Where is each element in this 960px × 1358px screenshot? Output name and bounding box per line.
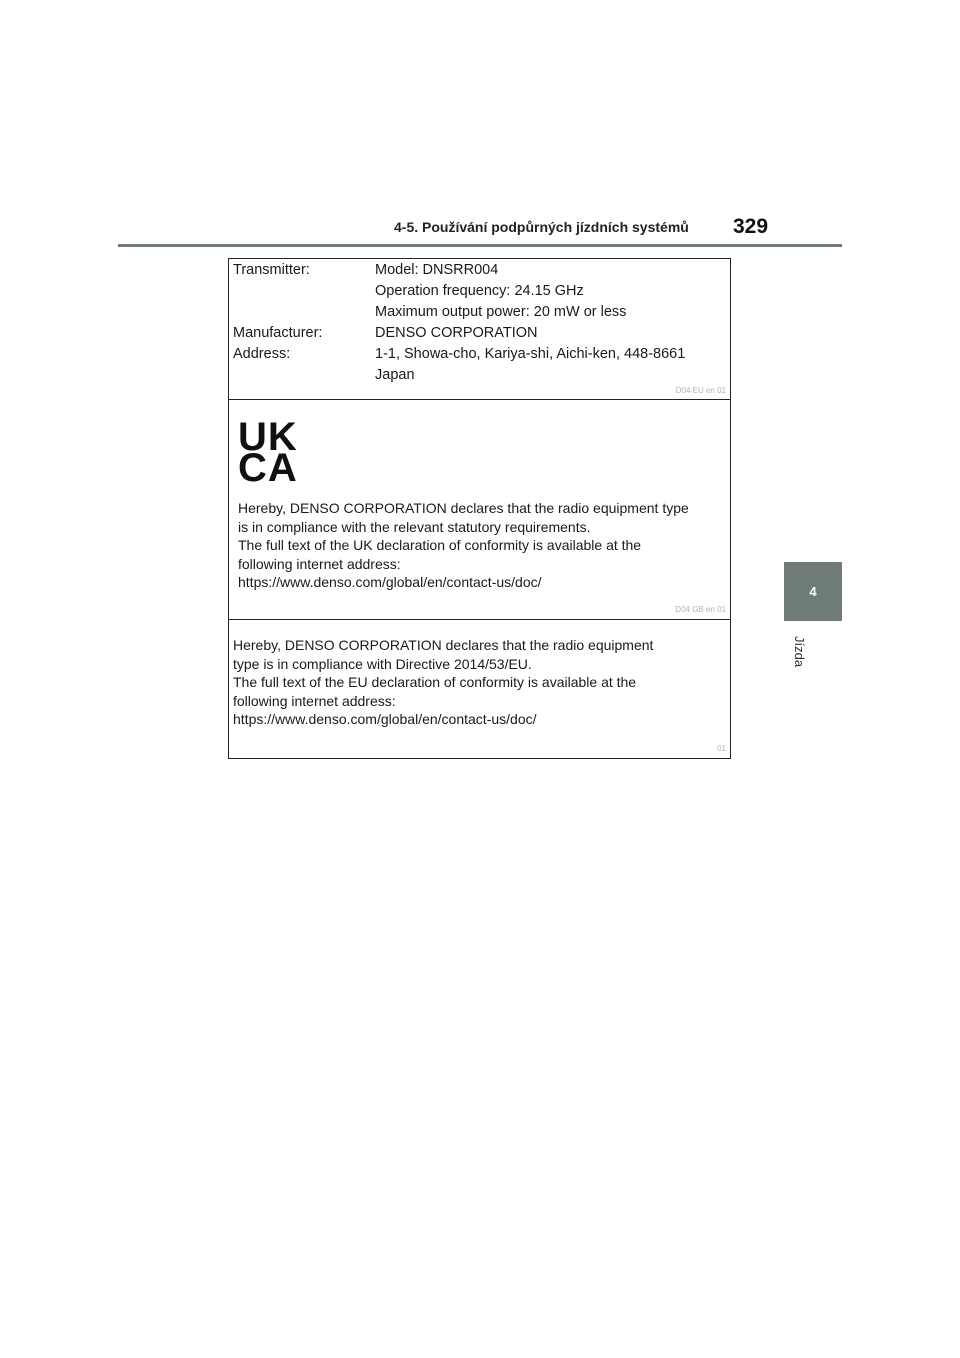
- transmitter-section: [229, 259, 730, 400]
- ukca-mark-line: UK: [238, 415, 298, 459]
- chapter-label: Jízda: [792, 636, 807, 668]
- spec-label: Transmitter:: [233, 262, 310, 278]
- chapter-tab: 4: [784, 562, 842, 621]
- spec-value: Japan: [375, 367, 415, 383]
- text-line: The full text of the UK declaration of conformity is available at the: [238, 537, 642, 553]
- text-line: is in compliance with the relevant statutory requirements.: [238, 518, 591, 535]
- text-line: The full text of the EU declaration of conformity is available at the: [233, 674, 637, 690]
- text-line: following internet address:: [238, 555, 401, 572]
- spec-value: Operation frequency: 24.15 GHz: [375, 283, 584, 299]
- text-line: following internet address:: [233, 692, 396, 709]
- text-line: type is in compliance with Directive 2014/53/EU.: [233, 655, 532, 672]
- doc-url: https://www.denso.com/global/en/contact-us/doc/: [233, 711, 537, 727]
- eu-declaration-text: [233, 636, 653, 729]
- spec-label: Address:: [233, 346, 291, 362]
- header-rule: [118, 244, 842, 247]
- section-title: 4-5. Používání podpůrných jízdních systémů: [394, 219, 689, 235]
- section-code: 01: [717, 744, 726, 753]
- section-code: D04 GB en 01: [675, 605, 726, 614]
- regulatory-frame: [228, 258, 731, 759]
- page-number: 329: [733, 215, 769, 238]
- eu-declaration-section: [229, 620, 730, 758]
- spec-value: 1-1, Showa-cho, Kariya-shi, Aichi-ken, 448-8661: [375, 346, 686, 362]
- spec-value: Maximum output power: 20 mW or less: [375, 304, 627, 320]
- spec-value: DENSO CORPORATION: [375, 325, 538, 341]
- spec-value: Model: DNSRR004: [375, 262, 499, 278]
- ukca-mark-line: CA: [238, 446, 298, 490]
- text-line: Hereby, DENSO CORPORATION declares that the radio equipment: [233, 637, 654, 653]
- spec-label: Manufacturer:: [233, 325, 323, 341]
- text-line: Hereby, DENSO CORPORATION declares that the radio equipment type: [238, 500, 689, 516]
- doc-url: https://www.denso.com/global/en/contact-us/doc/: [238, 574, 542, 590]
- section-code: D04 EU en 01: [675, 386, 726, 395]
- uk-declaration-section: [229, 400, 730, 620]
- ukca-mark: [238, 415, 298, 490]
- uk-declaration-text: [238, 499, 689, 592]
